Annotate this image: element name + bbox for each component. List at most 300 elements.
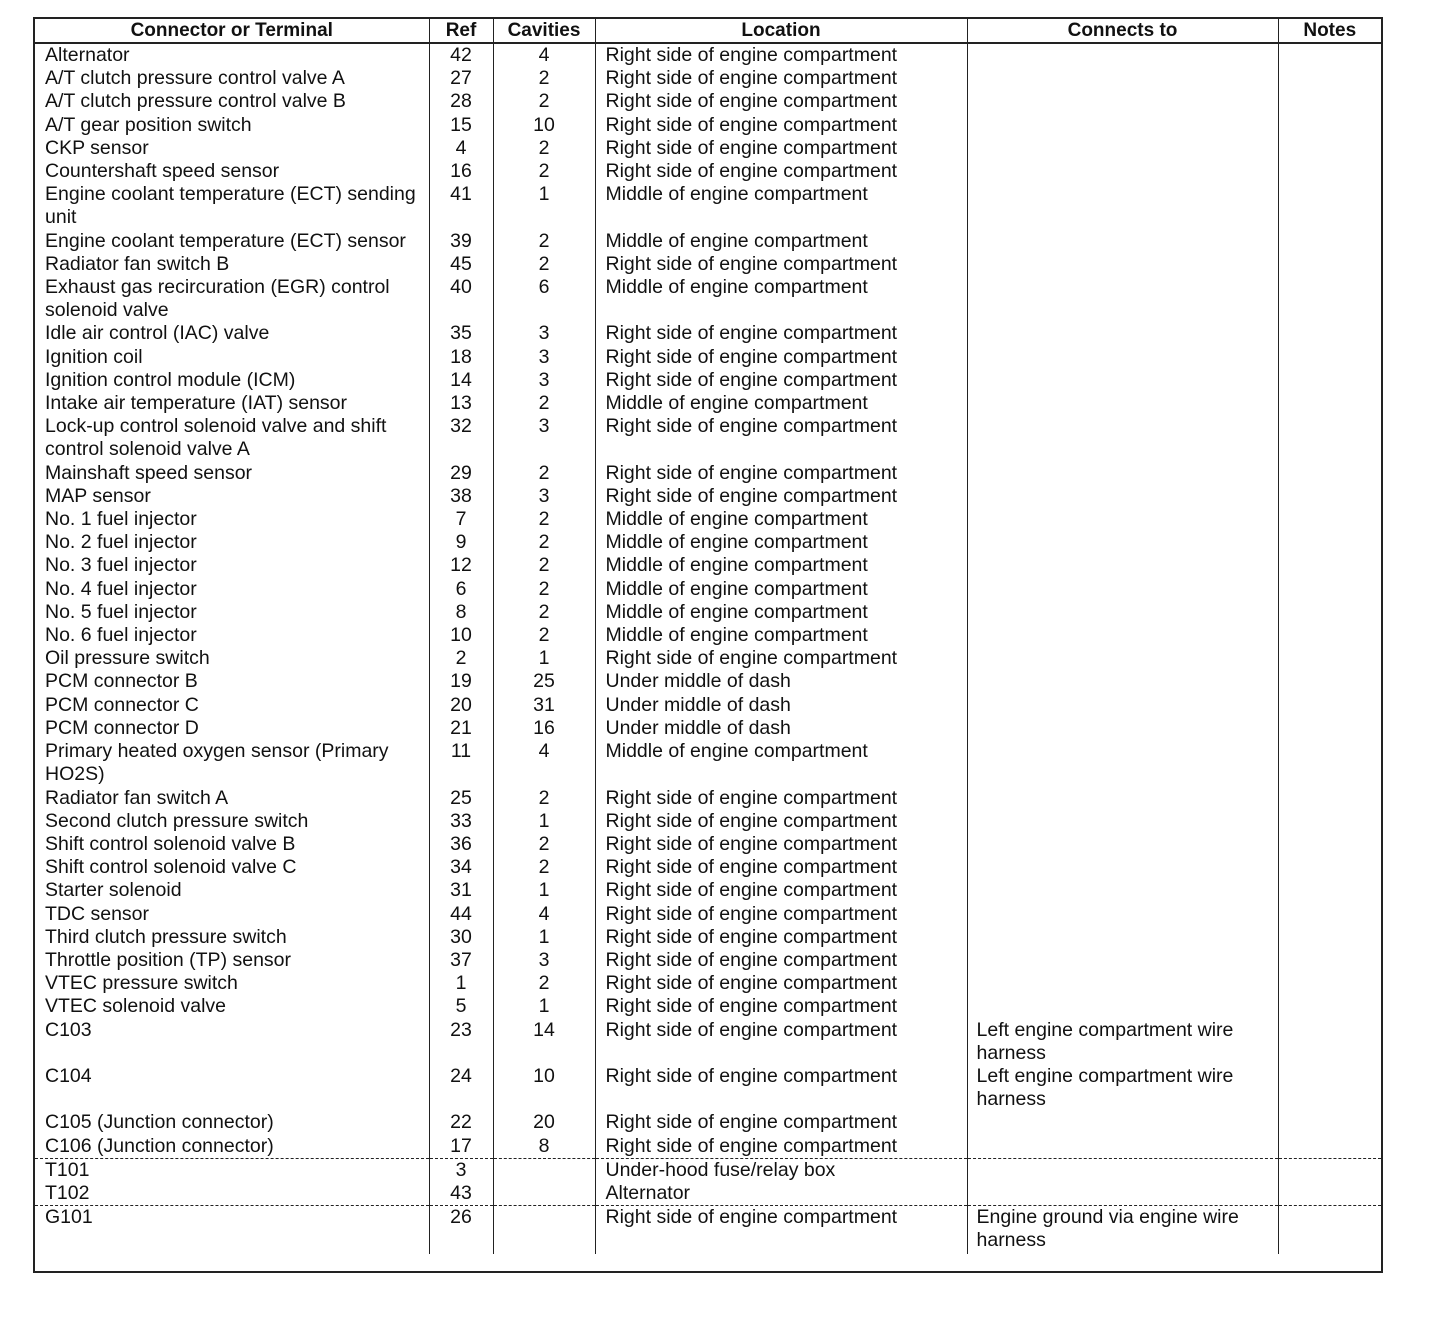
cell-location: Right side of engine compartment	[595, 415, 967, 461]
cell-notes	[1278, 717, 1381, 740]
cell-notes	[1278, 276, 1381, 322]
cell-connector: No. 3 fuel injector	[45, 554, 197, 577]
cell-notes	[1278, 1206, 1381, 1255]
cell-ref: 1	[429, 972, 493, 995]
cell-ref: 10	[429, 624, 493, 647]
cell-location: Middle of engine compartment	[595, 531, 967, 554]
header-ref: Ref	[429, 19, 493, 43]
cell-connects-to	[967, 508, 1278, 531]
cell-ref: 42	[429, 43, 493, 67]
cell-location: Under middle of dash	[595, 694, 967, 717]
cell-ref: 30	[429, 926, 493, 949]
table-row	[35, 1065, 1381, 1111]
connector-table	[35, 19, 1381, 1254]
cell-location: Alternator	[595, 1182, 967, 1206]
table-row	[35, 43, 1381, 67]
cell-ref: 19	[429, 670, 493, 693]
cell-notes	[1278, 183, 1381, 229]
cell-connects-to: Engine ground via engine wire harness	[967, 1206, 1278, 1255]
cell-connects-to	[967, 717, 1278, 740]
cell-ref: 4	[429, 137, 493, 160]
cell-cavities: 10	[493, 114, 595, 137]
cell-connector: Engine coolant temperature (ECT) sending unit	[45, 183, 416, 229]
cell-connects-to	[967, 856, 1278, 879]
cell-location: Right side of engine compartment	[595, 1019, 967, 1065]
cell-notes	[1278, 160, 1381, 183]
cell-connects-to	[967, 160, 1278, 183]
cell-connects-to	[967, 787, 1278, 810]
cell-ref: 37	[429, 949, 493, 972]
cell-connects-to	[967, 462, 1278, 485]
cell-connector: VTEC solenoid valve	[45, 995, 227, 1018]
cell-ref: 28	[429, 90, 493, 113]
cell-location: Middle of engine compartment	[595, 392, 967, 415]
cell-notes	[1278, 1158, 1381, 1182]
cell-location: Middle of engine compartment	[595, 508, 967, 531]
cell-cavities: 2	[493, 856, 595, 879]
table-row	[35, 879, 1381, 902]
table-row	[35, 160, 1381, 183]
table-row	[35, 392, 1381, 415]
cell-connector: Alternator	[45, 44, 130, 66]
cell-location: Middle of engine compartment	[595, 276, 967, 322]
table-row	[35, 670, 1381, 693]
header-notes: Notes	[1278, 19, 1381, 43]
cell-location: Right side of engine compartment	[595, 787, 967, 810]
cell-cavities: 1	[493, 926, 595, 949]
cell-cavities: 2	[493, 160, 595, 183]
cell-connects-to	[967, 67, 1278, 90]
cell-connects-to	[967, 972, 1278, 995]
cell-cavities: 2	[493, 531, 595, 554]
cell-ref: 24	[429, 1065, 493, 1111]
cell-connects-to	[967, 578, 1278, 601]
cell-connects-to: Left engine compartment wire harness	[967, 1065, 1278, 1111]
cell-ref: 41	[429, 183, 493, 229]
cell-location: Right side of engine compartment	[595, 995, 967, 1018]
cell-location: Under-hood fuse/relay box	[595, 1158, 967, 1182]
cell-connects-to	[967, 276, 1278, 322]
table-row	[35, 926, 1381, 949]
cell-connector: Radiator fan switch A	[45, 786, 229, 809]
table-row	[35, 462, 1381, 485]
table-row	[35, 601, 1381, 624]
cell-location: Middle of engine compartment	[595, 740, 967, 786]
cell-notes	[1278, 578, 1381, 601]
cell-notes	[1278, 601, 1381, 624]
cell-connector: TDC sensor	[45, 902, 150, 925]
cell-location: Right side of engine compartment	[595, 949, 967, 972]
cell-location: Right side of engine compartment	[595, 485, 967, 508]
cell-notes	[1278, 833, 1381, 856]
table-row	[35, 833, 1381, 856]
cell-cavities: 2	[493, 392, 595, 415]
table-row	[35, 67, 1381, 90]
cell-cavities: 2	[493, 137, 595, 160]
cell-location: Right side of engine compartment	[595, 856, 967, 879]
cell-ref: 5	[429, 995, 493, 1018]
cell-connector: A/T gear position switch	[45, 113, 252, 136]
cell-location: Middle of engine compartment	[595, 624, 967, 647]
cell-notes	[1278, 90, 1381, 113]
cell-cavities: 2	[493, 787, 595, 810]
cell-connects-to	[967, 43, 1278, 67]
cell-location: Right side of engine compartment	[595, 369, 967, 392]
cell-connects-to	[967, 322, 1278, 345]
cell-location: Right side of engine compartment	[595, 810, 967, 833]
cell-location: Right side of engine compartment	[595, 462, 967, 485]
cell-location: Right side of engine compartment	[595, 879, 967, 902]
cell-location: Middle of engine compartment	[595, 230, 967, 253]
cell-connector: Intake air temperature (IAT) sensor	[45, 392, 348, 415]
cell-connector: Lock-up control solenoid valve and shift control solenoid valve A	[45, 415, 387, 461]
cell-connector: Engine coolant temperature (ECT) sensor	[45, 229, 406, 252]
cell-connects-to	[967, 1111, 1278, 1134]
cell-location: Right side of engine compartment	[595, 346, 967, 369]
cell-cavities: 3	[493, 369, 595, 392]
table-row	[35, 230, 1381, 253]
cell-ref: 38	[429, 485, 493, 508]
cell-connects-to	[967, 1182, 1278, 1206]
cell-cavities: 1	[493, 810, 595, 833]
cell-cavities: 1	[493, 995, 595, 1018]
cell-connector: Shift control solenoid valve C	[45, 856, 297, 879]
cell-cavities: 25	[493, 670, 595, 693]
cell-cavities: 8	[493, 1135, 595, 1159]
cell-cavities: 2	[493, 554, 595, 577]
cell-cavities: 4	[493, 903, 595, 926]
cell-ref: 15	[429, 114, 493, 137]
table-row	[35, 322, 1381, 345]
table-row	[35, 972, 1381, 995]
cell-cavities: 16	[493, 717, 595, 740]
cell-notes	[1278, 694, 1381, 717]
cell-notes	[1278, 114, 1381, 137]
connector-table-frame	[33, 17, 1383, 1273]
cell-location: Under middle of dash	[595, 717, 967, 740]
cell-notes	[1278, 926, 1381, 949]
table-row	[35, 1135, 1381, 1159]
cell-cavities	[493, 1182, 595, 1206]
cell-cavities: 2	[493, 508, 595, 531]
cell-notes	[1278, 810, 1381, 833]
table-row	[35, 856, 1381, 879]
cell-notes	[1278, 995, 1381, 1018]
cell-ref: 22	[429, 1111, 493, 1134]
cell-notes	[1278, 462, 1381, 485]
table-row	[35, 1019, 1381, 1065]
cell-location: Under middle of dash	[595, 670, 967, 693]
cell-location: Right side of engine compartment	[595, 114, 967, 137]
cell-notes	[1278, 137, 1381, 160]
cell-connects-to	[967, 995, 1278, 1018]
cell-connects-to	[967, 670, 1278, 693]
cell-notes	[1278, 949, 1381, 972]
table-row	[35, 694, 1381, 717]
cell-cavities: 2	[493, 833, 595, 856]
table-row	[35, 647, 1381, 670]
cell-connects-to	[967, 485, 1278, 508]
cell-cavities	[493, 1206, 595, 1255]
cell-ref: 14	[429, 369, 493, 392]
cell-location: Middle of engine compartment	[595, 578, 967, 601]
cell-ref: 35	[429, 322, 493, 345]
table-row	[35, 90, 1381, 113]
cell-ref: 36	[429, 833, 493, 856]
cell-cavities: 14	[493, 1019, 595, 1065]
cell-connector: Idle air control (IAC) valve	[45, 322, 270, 345]
cell-connector: Radiator fan switch B	[45, 252, 230, 275]
cell-cavities: 2	[493, 67, 595, 90]
cell-location: Right side of engine compartment	[595, 647, 967, 670]
cell-connector: No. 1 fuel injector	[45, 508, 197, 531]
table-row	[35, 346, 1381, 369]
cell-cavities: 2	[493, 90, 595, 113]
cell-connector: A/T clutch pressure control valve A	[45, 67, 345, 90]
cell-cavities: 2	[493, 624, 595, 647]
cell-connector: C103	[45, 1018, 92, 1041]
cell-ref: 45	[429, 253, 493, 276]
cell-notes	[1278, 346, 1381, 369]
cell-ref: 34	[429, 856, 493, 879]
cell-connects-to	[967, 740, 1278, 786]
cell-ref: 33	[429, 810, 493, 833]
cell-ref: 11	[429, 740, 493, 786]
cell-cavities: 1	[493, 647, 595, 670]
cell-connector: T102	[35, 1182, 429, 1206]
cell-ref: 3	[429, 1158, 493, 1182]
cell-cavities: 2	[493, 462, 595, 485]
cell-connector: Throttle position (TP) sensor	[45, 948, 292, 971]
cell-notes	[1278, 1111, 1381, 1134]
cell-ref: 2	[429, 647, 493, 670]
cell-cavities: 1	[493, 183, 595, 229]
cell-connector: CKP sensor	[45, 136, 149, 159]
cell-notes	[1278, 415, 1381, 461]
table-row	[35, 903, 1381, 926]
cell-cavities: 3	[493, 322, 595, 345]
cell-notes	[1278, 879, 1381, 902]
cell-ref: 17	[429, 1135, 493, 1159]
header-connector: Connector or Terminal	[35, 19, 429, 43]
cell-connector: Mainshaft speed sensor	[45, 461, 253, 484]
cell-connector: Primary heated oxygen sensor (Primary HO2S)	[45, 740, 389, 786]
cell-notes	[1278, 531, 1381, 554]
cell-ref: 43	[429, 1182, 493, 1206]
cell-location: Middle of engine compartment	[595, 554, 967, 577]
cell-notes	[1278, 230, 1381, 253]
cell-connector: G101	[45, 1206, 93, 1229]
cell-location: Right side of engine compartment	[595, 903, 967, 926]
cell-connector: Second clutch pressure switch	[45, 809, 309, 832]
cell-cavities: 2	[493, 230, 595, 253]
cell-location: Right side of engine compartment	[595, 833, 967, 856]
cell-connector: A/T clutch pressure control valve B	[45, 90, 346, 113]
table-row	[35, 183, 1381, 229]
cell-notes	[1278, 554, 1381, 577]
cell-notes	[1278, 624, 1381, 647]
cell-connects-to	[967, 346, 1278, 369]
cell-location: Right side of engine compartment	[595, 1135, 967, 1159]
table-row	[35, 276, 1381, 322]
cell-ref: 26	[429, 1206, 493, 1255]
cell-cavities: 2	[493, 601, 595, 624]
cell-connects-to	[967, 601, 1278, 624]
cell-ref: 32	[429, 415, 493, 461]
cell-cavities: 6	[493, 276, 595, 322]
cell-notes	[1278, 369, 1381, 392]
cell-location: Right side of engine compartment	[595, 137, 967, 160]
cell-connects-to	[967, 137, 1278, 160]
cell-connects-to: Left engine compartment wire harness	[967, 1019, 1278, 1065]
table-row	[35, 485, 1381, 508]
cell-notes	[1278, 787, 1381, 810]
cell-cavities: 4	[493, 43, 595, 67]
cell-location: Right side of engine compartment	[595, 160, 967, 183]
table-row	[35, 508, 1381, 531]
cell-ref: 21	[429, 717, 493, 740]
cell-connects-to	[967, 926, 1278, 949]
header-connects-to: Connects to	[967, 19, 1278, 43]
cell-connector: MAP sensor	[45, 484, 151, 507]
cell-connects-to	[967, 624, 1278, 647]
cell-ref: 40	[429, 276, 493, 322]
cell-notes	[1278, 253, 1381, 276]
cell-location: Right side of engine compartment	[595, 1206, 967, 1255]
cell-cavities: 10	[493, 1065, 595, 1111]
cell-connects-to	[967, 810, 1278, 833]
table-row	[35, 1158, 1381, 1182]
table-row	[35, 717, 1381, 740]
cell-connector: T101	[45, 1158, 90, 1181]
cell-cavities: 4	[493, 740, 595, 786]
cell-location: Middle of engine compartment	[595, 183, 967, 229]
cell-connects-to	[967, 253, 1278, 276]
cell-connector: C106 (Junction connector)	[35, 1135, 429, 1159]
table-row	[35, 810, 1381, 833]
cell-location: Right side of engine compartment	[595, 1111, 967, 1134]
cell-connects-to	[967, 949, 1278, 972]
cell-ref: 13	[429, 392, 493, 415]
table-row	[35, 1206, 1381, 1255]
cell-ref: 39	[429, 230, 493, 253]
cell-cavities: 2	[493, 578, 595, 601]
cell-ref: 7	[429, 508, 493, 531]
table-row	[35, 995, 1381, 1018]
cell-cavities: 3	[493, 346, 595, 369]
cell-notes	[1278, 1019, 1381, 1065]
table-row	[35, 949, 1381, 972]
cell-connects-to	[967, 903, 1278, 926]
header-location: Location	[595, 19, 967, 43]
cell-connector: Third clutch pressure switch	[45, 925, 287, 948]
cell-connector: PCM connector B	[45, 670, 198, 693]
cell-notes	[1278, 647, 1381, 670]
cell-notes	[1278, 670, 1381, 693]
cell-connector: C105 (Junction connector)	[45, 1111, 274, 1134]
table-row	[35, 740, 1381, 786]
cell-cavities: 20	[493, 1111, 595, 1134]
cell-ref: 8	[429, 601, 493, 624]
cell-location: Right side of engine compartment	[595, 322, 967, 345]
cell-ref: 20	[429, 694, 493, 717]
cell-notes	[1278, 972, 1381, 995]
cell-notes	[1278, 322, 1381, 345]
cell-notes	[1278, 392, 1381, 415]
cell-location: Right side of engine compartment	[595, 43, 967, 67]
cell-ref: 25	[429, 787, 493, 810]
cell-cavities: 3	[493, 415, 595, 461]
cell-connects-to	[967, 647, 1278, 670]
cell-notes	[1278, 508, 1381, 531]
cell-connects-to	[967, 833, 1278, 856]
table-row	[35, 369, 1381, 392]
header-row	[35, 19, 1381, 43]
cell-ref: 23	[429, 1019, 493, 1065]
cell-connects-to	[967, 369, 1278, 392]
cell-location: Right side of engine compartment	[595, 926, 967, 949]
cell-connector: No. 2 fuel injector	[45, 531, 197, 554]
cell-connects-to	[967, 1135, 1278, 1159]
cell-connects-to	[967, 415, 1278, 461]
cell-location: Right side of engine compartment	[595, 1065, 967, 1111]
cell-notes	[1278, 1182, 1381, 1206]
table-row	[35, 137, 1381, 160]
table-row	[35, 578, 1381, 601]
cell-ref: 16	[429, 160, 493, 183]
cell-notes	[1278, 43, 1381, 67]
cell-connects-to	[967, 392, 1278, 415]
cell-connector: No. 6 fuel injector	[45, 624, 197, 647]
table-row	[35, 1182, 1381, 1206]
cell-connector: Ignition coil	[45, 345, 143, 368]
cell-notes	[1278, 485, 1381, 508]
cell-connects-to	[967, 230, 1278, 253]
table-row	[35, 787, 1381, 810]
cell-connector: Shift control solenoid valve B	[45, 832, 296, 855]
cell-connects-to	[967, 1158, 1278, 1182]
cell-location: Right side of engine compartment	[595, 972, 967, 995]
cell-connector: No. 5 fuel injector	[45, 600, 197, 623]
header-cavities: Cavities	[493, 19, 595, 43]
cell-connects-to	[967, 114, 1278, 137]
cell-cavities: 31	[493, 694, 595, 717]
cell-connects-to	[967, 879, 1278, 902]
cell-connector: Oil pressure switch	[45, 647, 210, 670]
cell-location: Middle of engine compartment	[595, 601, 967, 624]
cell-connects-to	[967, 694, 1278, 717]
cell-connects-to	[967, 554, 1278, 577]
cell-location: Right side of engine compartment	[595, 90, 967, 113]
cell-cavities: 1	[493, 879, 595, 902]
cell-ref: 27	[429, 67, 493, 90]
table-row	[35, 624, 1381, 647]
table-row	[35, 253, 1381, 276]
cell-connector: C104	[45, 1064, 92, 1087]
cell-connector: Countershaft speed sensor	[45, 160, 280, 183]
cell-connector: Exhaust gas recircuration (EGR) control solenoid valve	[45, 276, 390, 322]
cell-ref: 18	[429, 346, 493, 369]
cell-cavities: 3	[493, 949, 595, 972]
cell-connector: PCM connector D	[45, 716, 199, 739]
table-row	[35, 114, 1381, 137]
cell-connector: VTEC pressure switch	[45, 972, 238, 995]
cell-connects-to	[967, 531, 1278, 554]
table-row	[35, 1111, 1381, 1134]
cell-connector: No. 4 fuel injector	[45, 577, 197, 600]
cell-connects-to	[967, 183, 1278, 229]
table-row	[35, 554, 1381, 577]
